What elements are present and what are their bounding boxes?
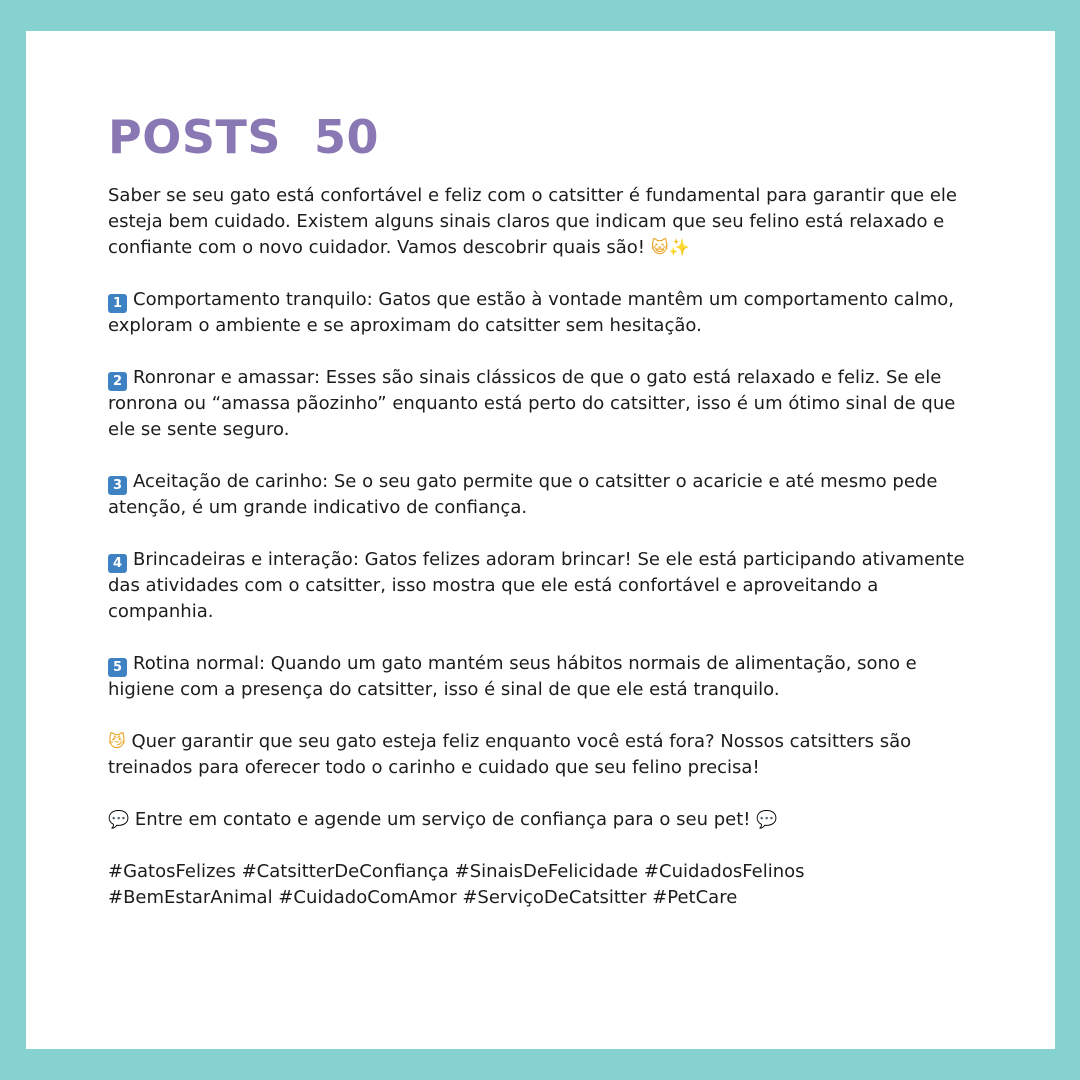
list-item-text: Rotina normal: Quando um gato mantém seus hábitos normais de alimentação, sono e higiene com a presença do catsitter, isso é sinal de que ele está tranquilo.	[108, 653, 917, 700]
hashtags-line: #GatosFelizes #CatsitterDeConfiança #SinaisDeFelicidade #CuidadosFelinos	[108, 861, 805, 882]
number-badge-icon: 5	[108, 658, 127, 677]
number-badge-icon: 2	[108, 372, 127, 391]
list-item-text: Brincadeiras e interação: Gatos felizes adoram brincar! Se ele está participando ativamente das atividades com o catsitter, isso mostra que ele está confortável e aproveitando a companhia.	[108, 549, 965, 622]
hashtags-line: #BemEstarAnimal #CuidadoComAmor #ServiçoDeCatsitter #PetCare	[108, 887, 738, 908]
contact-text: Entre em contato e agende um serviço de confiança para o seu pet!	[134, 809, 751, 830]
post-content	[108, 109, 968, 911]
list-item-text: Aceitação de carinho: Se o seu gato permite que o catsitter o acaricie e até mesmo pede atenção, é um grande indicativo de confiança.	[108, 471, 938, 518]
hashtags	[108, 859, 968, 911]
speech-bubble-icon: 💬	[108, 810, 130, 830]
list-item	[108, 469, 968, 521]
smiling-cat-icon: 😺	[650, 238, 669, 258]
number-badge-icon: 4	[108, 554, 127, 573]
number-badge-icon: 3	[108, 476, 127, 495]
list-item	[108, 547, 968, 625]
list-item-text: Comportamento tranquilo: Gatos que estão à vontade mantêm um comportamento calmo, exploram o ambiente e se aproximam do catsitter sem hesitação.	[108, 289, 954, 336]
number-badge-icon: 1	[108, 294, 127, 313]
post-card	[26, 31, 1055, 1049]
post-title: POSTS 50	[108, 110, 379, 164]
list-item	[108, 651, 968, 703]
cat-face-icon: 😼	[108, 732, 126, 752]
contact-paragraph	[108, 807, 968, 833]
cta-paragraph	[108, 729, 968, 781]
intro-paragraph	[108, 183, 968, 261]
intro-text: Saber se seu gato está confortável e feliz com o catsitter é fundamental para garantir que ele esteja bem cuidado. Existem alguns sinais claros que indicam que seu felino está relaxado e confiante com o novo cuidador. Vamos descobrir quais são!	[108, 185, 957, 258]
list-item	[108, 365, 968, 443]
cta-text: Quer garantir que seu gato esteja feliz enquanto você está fora? Nossos catsitters são treinados para oferecer todo o carinho e cuidado que seu felino precisa!	[108, 731, 912, 778]
list-item-text: Ronronar e amassar: Esses são sinais clássicos de que o gato está relaxado e feliz. Se ele ronrona ou “amassa pãozinho” enquanto está perto do catsitter, isso é um ótimo sinal de que ele se sente seguro.	[108, 367, 956, 440]
sparkles-icon: ✨	[668, 238, 690, 258]
speech-bubble-icon: 💬	[756, 810, 778, 830]
list-item	[108, 287, 968, 339]
